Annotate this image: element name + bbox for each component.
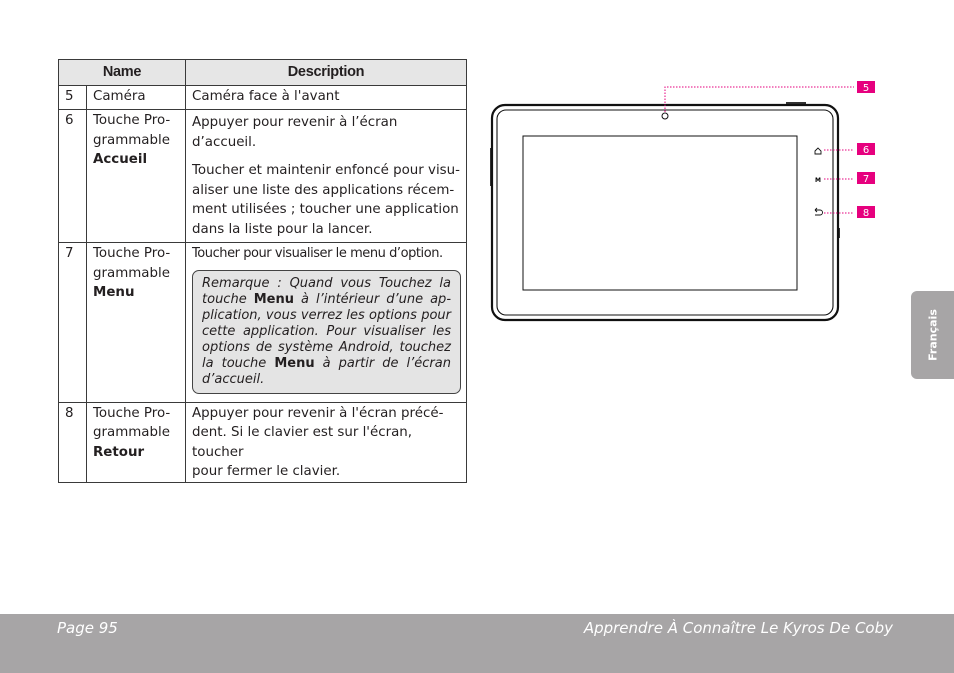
row-description [186,402,467,482]
page-footer [0,614,954,673]
callout-number-8: 8 [862,208,870,219]
tablet-screen [523,136,797,290]
table-header-row [59,60,467,86]
manual-title: Apprendre À Connaître Le Kyros De Coby [583,619,893,637]
row-description [186,110,467,243]
row-number: 8 [59,402,87,482]
table-row [59,243,467,403]
row-description [186,86,467,110]
row-name-key: Accueil [93,152,148,167]
description-text: Toucher pour visualiser le menu d’option. [192,246,443,261]
description-text: Appuyer pour revenir à l'écran précé- dent. Si le clavier est sur l'écran, toucher pour fermer le clavier. [192,405,444,479]
row-name [87,110,186,243]
remark-text: à l’intérieur d’une ap-plication, vous verrez les options pour cette application. Pour visualiser les options de système Android, touchez la touche [202,291,452,371]
row-name-key: Retour [93,444,145,460]
page-number: Page 95 [57,619,118,637]
row-name-prefix: Touche Pro- grammable [93,405,171,440]
language-tab-label: Français [926,309,939,361]
description-text: Caméra face à l'avant [192,89,340,104]
tablet-illustration [488,76,888,326]
table-row [59,86,467,110]
row-name-prefix: Touche Pro- grammable [93,113,171,148]
row-name-key: Menu [93,285,135,300]
row-number: 6 [59,110,87,243]
table-row [59,402,467,482]
header-name: Name [59,60,186,86]
description-text: Appuyer pour revenir à l’écran d’accueil. [192,115,398,150]
callout-number-6: 6 [862,145,870,156]
callout-number-5: 5 [862,83,870,94]
callout-number-7: 7 [862,174,870,185]
row-number: 5 [59,86,87,110]
remark-bold: Menu [274,355,315,371]
row-name [87,402,186,482]
remark-bold: Menu [253,291,294,307]
remark-text: à partir de l’écran d’accueil. [202,355,451,387]
row-number: 7 [59,243,87,403]
menu-icon: M [815,177,821,184]
description-text: Toucher et maintenir enfoncé pour visu- aliser une liste des applications récem- ment utilisées ; toucher une application dans la liste pour la lancer. [192,163,460,237]
table-row [59,110,467,243]
language-tab [911,291,954,379]
row-description [186,243,467,403]
row-name: Caméra [87,86,186,110]
row-name-prefix: Touche Pro- grammable [93,246,171,281]
remark-box [192,270,461,394]
header-description: Description [186,60,467,86]
row-name [87,243,186,403]
remark-text: Remarque : Quand vous Touchez la touche [202,275,451,307]
component-table [58,59,467,483]
